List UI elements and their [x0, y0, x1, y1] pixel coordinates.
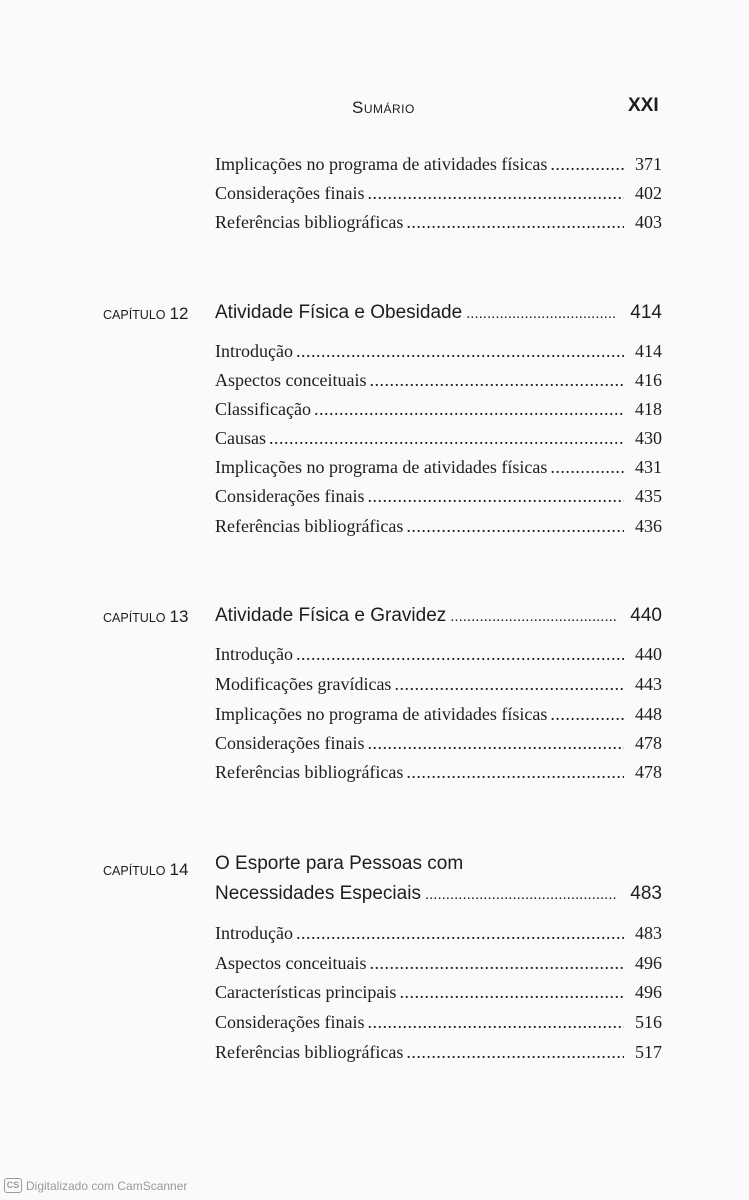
- chapter-title-continued: Necessidades Especiais: [215, 883, 421, 904]
- dot-leader: [369, 952, 624, 974]
- chapter-title: O Esporte para Pessoas com: [215, 853, 464, 874]
- toc-entry-page: 516: [635, 1012, 662, 1032]
- chapter-number: 13: [169, 607, 189, 626]
- dot-leader: [406, 761, 624, 783]
- toc-entry-label: Aspectos conceituais: [215, 370, 367, 390]
- dot-leader: [406, 515, 624, 537]
- chapter-word: CAPÍTULO: [103, 611, 166, 625]
- toc-entry-label: Implicações no programa de atividades físicas: [215, 704, 548, 724]
- dot-leader: [367, 182, 624, 204]
- dot-leader: [367, 485, 624, 507]
- dot-leader: [296, 643, 624, 665]
- toc-entry[interactable]: [215, 456, 662, 478]
- running-header-title: Sumário: [352, 98, 415, 117]
- dot-leader: [425, 883, 616, 907]
- toc-entry-page: 418: [635, 399, 662, 419]
- toc-entry-page: 416: [635, 370, 662, 390]
- chapter-title: Atividade Física e Gravidez: [215, 605, 447, 626]
- toc-entry-label: Introdução: [215, 644, 293, 664]
- dot-leader: [466, 302, 616, 326]
- toc-entry-page: 496: [635, 953, 662, 973]
- chapter-14-heading-line2[interactable]: [215, 882, 662, 907]
- chapter-word: CAPÍTULO: [103, 308, 166, 322]
- toc-entry-label: Considerações finais: [215, 1012, 365, 1032]
- dot-leader: [550, 153, 624, 175]
- toc-entry-page: 517: [635, 1042, 662, 1062]
- toc-entry-label: Classificação: [215, 399, 311, 419]
- toc-entry-label: Implicações no programa de atividades físicas: [215, 457, 548, 477]
- toc-entry[interactable]: [215, 485, 662, 507]
- toc-entry-label: Referências bibliográficas: [215, 516, 404, 536]
- dot-leader: [296, 340, 624, 362]
- toc-entry-page: 435: [635, 486, 662, 506]
- chapter-14-tag: [103, 860, 188, 880]
- toc-entry-label: Modificações gravídicas: [215, 674, 392, 694]
- toc-entry-page: 403: [635, 212, 662, 232]
- toc-entry-page: 414: [635, 341, 662, 361]
- chapter-number: 14: [169, 860, 189, 879]
- dot-leader: [367, 1011, 624, 1033]
- toc-entry[interactable]: [215, 398, 662, 420]
- chapter-13-tag: [103, 607, 188, 627]
- dot-leader: [369, 369, 624, 391]
- chapter-number: 12: [169, 304, 189, 323]
- toc-entry[interactable]: [215, 703, 662, 725]
- dot-leader: [269, 427, 624, 449]
- page-number: XXI: [628, 95, 659, 116]
- dot-leader: [399, 981, 624, 1003]
- toc-entry-page: 448: [635, 704, 662, 724]
- toc-entry[interactable]: [215, 1041, 662, 1063]
- dot-leader: [550, 703, 624, 725]
- chapter-word: CAPÍTULO: [103, 864, 166, 878]
- toc-entry[interactable]: [215, 153, 662, 175]
- toc-entry-page: 496: [635, 982, 662, 1002]
- dot-leader: [550, 456, 624, 478]
- toc-entry-page: 430: [635, 428, 662, 448]
- scanner-watermark: [4, 1178, 187, 1193]
- chapter-12-tag: [103, 304, 188, 324]
- toc-entry[interactable]: [215, 673, 662, 695]
- toc-entry[interactable]: [215, 952, 662, 974]
- toc-entry-page: 402: [635, 183, 662, 203]
- toc-entry-label: Características principais: [215, 982, 397, 1002]
- toc-entry-label: Referências bibliográficas: [215, 212, 404, 232]
- dot-leader: [314, 398, 624, 420]
- dot-leader: [450, 605, 616, 629]
- chapter-13-heading[interactable]: [215, 604, 662, 629]
- toc-entry[interactable]: [215, 1011, 662, 1033]
- toc-entry[interactable]: [215, 761, 662, 783]
- toc-entry[interactable]: [215, 369, 662, 391]
- dot-leader: [406, 1041, 624, 1063]
- toc-entry-label: Considerações finais: [215, 183, 365, 203]
- dot-leader: [296, 922, 624, 944]
- toc-entry[interactable]: [215, 515, 662, 537]
- camscanner-logo-icon: CS: [4, 1178, 22, 1193]
- dot-leader: [367, 732, 624, 754]
- chapter-14-heading-line1[interactable]: [215, 852, 662, 876]
- toc-entry-label: Referências bibliográficas: [215, 1042, 404, 1062]
- toc-entry[interactable]: [215, 182, 662, 204]
- toc-entry-label: Aspectos conceituais: [215, 953, 367, 973]
- toc-entry-page: 478: [635, 733, 662, 753]
- toc-entry-page: 436: [635, 516, 662, 536]
- chapter-12-heading[interactable]: [215, 301, 662, 326]
- toc-entry-page: 431: [635, 457, 662, 477]
- toc-entry-page: 478: [635, 762, 662, 782]
- toc-entry-label: Introdução: [215, 341, 293, 361]
- toc-entry-label: Causas: [215, 428, 266, 448]
- toc-entry[interactable]: [215, 211, 662, 233]
- toc-entry[interactable]: [215, 981, 662, 1003]
- scanner-watermark-text: Digitalizado com CamScanner: [26, 1178, 188, 1193]
- toc-entry-label: Referências bibliográficas: [215, 762, 404, 782]
- dot-leader: [406, 211, 624, 233]
- toc-entry-label: Considerações finais: [215, 733, 365, 753]
- chapter-page: 483: [630, 883, 662, 904]
- toc-entry[interactable]: [215, 922, 662, 944]
- chapter-page: 414: [630, 302, 662, 323]
- toc-entry-label: Implicações no programa de atividades físicas: [215, 154, 548, 174]
- toc-entry-label: Introdução: [215, 923, 293, 943]
- chapter-title: Atividade Física e Obesidade: [215, 302, 463, 323]
- toc-entry-page: 443: [635, 674, 662, 694]
- toc-entry-page: 371: [635, 154, 662, 174]
- toc-entry[interactable]: [215, 643, 662, 665]
- dot-leader: [394, 673, 624, 695]
- toc-entry[interactable]: [215, 732, 662, 754]
- toc-entry[interactable]: [215, 427, 662, 449]
- toc-entry-label: Considerações finais: [215, 486, 365, 506]
- toc-entry-page: 483: [635, 923, 662, 943]
- toc-entry[interactable]: [215, 340, 662, 362]
- toc-entry-page: 440: [635, 644, 662, 664]
- chapter-page: 440: [630, 605, 662, 626]
